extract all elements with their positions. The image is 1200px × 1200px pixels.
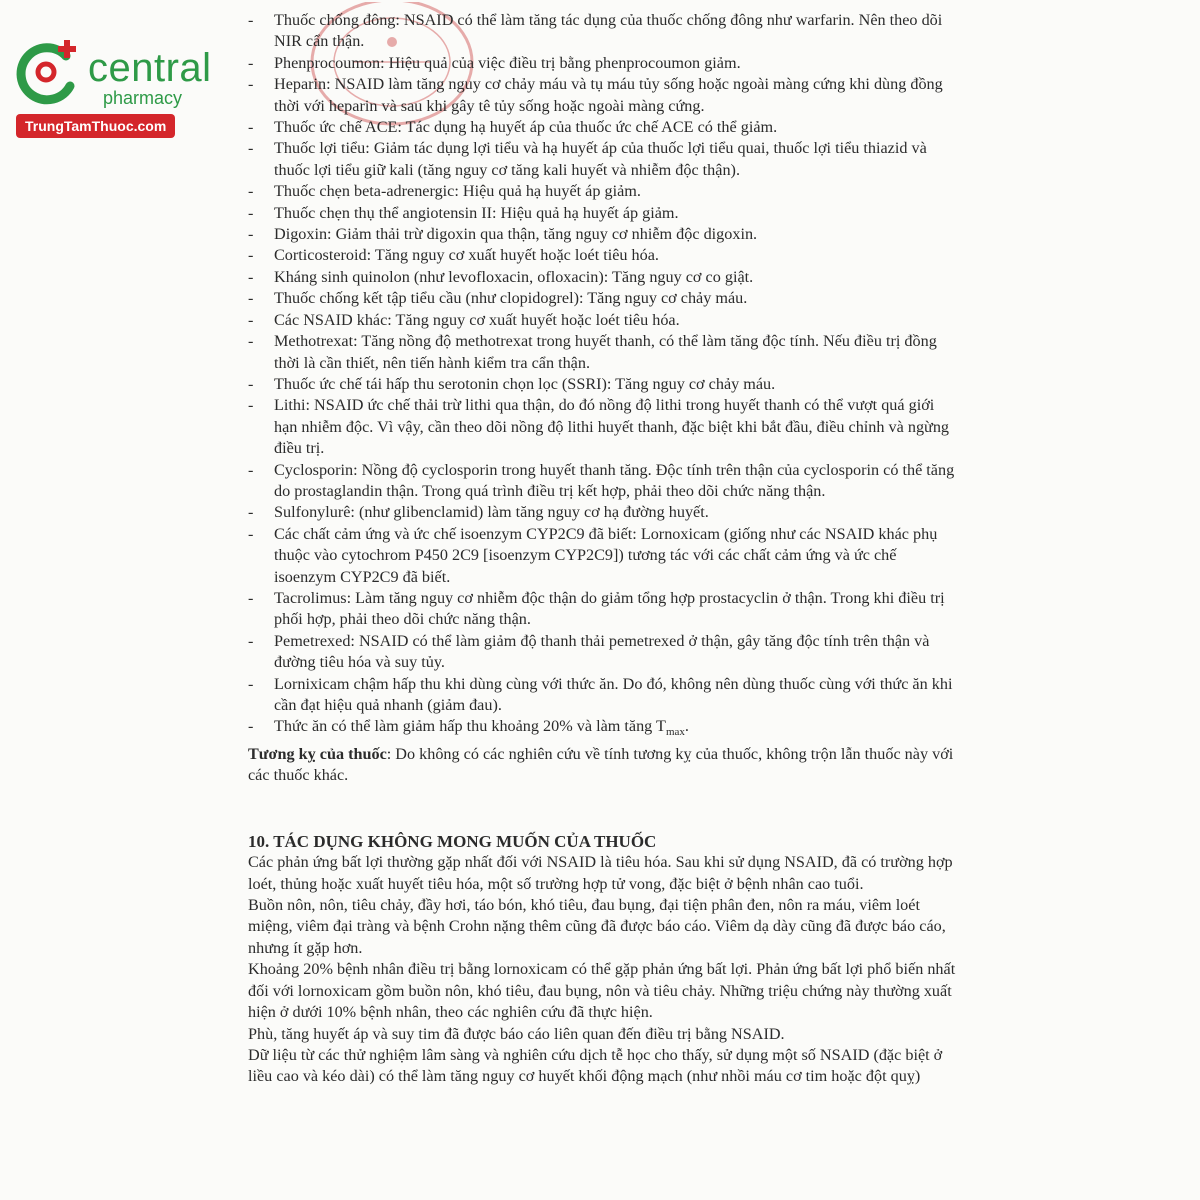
section-gap: [248, 787, 960, 831]
incompatibility-paragraph: Tương kỵ của thuốc: Do không có các nghiên cứu về tính tương kỵ của thuốc, không trộn lẫn thuốc này với các thuốc khác.: [248, 745, 954, 785]
interaction-item: - Digoxin: Giảm thải trừ digoxin qua thận, tăng nguy cơ nhiễm độc digoxin.: [248, 225, 758, 244]
logo-site-badge[interactable]: TrungTamThuoc.com: [16, 114, 175, 138]
interaction-item: - Các chất cảm ứng và ức chế isoenzym CYP2C9 đã biết: Lornoxicam (giống như các NSAID khác phụ thuộc vào cytochrom P450 2C9 [isoenzym CYP2C9]) tương tác với các chất cảm ứng và ức chế isoenzym CYP2C9 đã biết.: [248, 524, 938, 586]
section-10-paragraph: Các phản ứng bất lợi thường gặp nhất đối với NSAID là tiêu hóa. Sau khi sử dụng NSAID, đã có trường hợp loét, thủng hoặc xuất huyết tiêu hóa, một số trường hợp tử vong, đặc biệt ở bệnh nhân cao tuổi.: [248, 853, 953, 893]
food-interaction-item: - Thức ăn có thể làm giảm hấp thu khoảng 20% và làm tăng $T_{max}$.: [248, 717, 689, 739]
interaction-item: - Thuốc chống đông: NSAID có thể làm tăng tác dụng của thuốc chống đông như warfarin. Nên theo dõi NIR cẩn thận.: [248, 11, 943, 51]
interaction-item: - Thuốc lợi tiểu: Giảm tác dụng lợi tiểu và hạ huyết áp của thuốc lợi tiểu quai, thuốc lợi tiểu thiazid và thuốc lợi tiểu giữ kali (tăng nguy cơ tăng kali huyết và nhiễm độc thận).: [248, 139, 927, 179]
incompatibility-label: Tương kỵ của thuốc: [248, 745, 387, 764]
interaction-item: - Kháng sinh quinolon (như levofloxacin, ofloxacin): Tăng nguy cơ co giật.: [248, 267, 754, 286]
interaction-item: - Lornixicam chậm hấp thu khi dùng cùng với thức ăn. Do đó, không nên dùng thuốc cùng với thức ăn khi cần đạt hiệu quả nhanh (giảm đau).: [248, 674, 953, 714]
interaction-item: - Thuốc chẹn thụ thể angiotensin II: Hiệu quả hạ huyết áp giảm.: [248, 203, 679, 222]
section-10-paragraph: Dữ liệu từ các thử nghiệm lâm sàng và nghiên cứu dịch tễ học cho thấy, sử dụng một số NSAID (đặc biệt ở liều cao và kéo dài) có thể làm tăng nguy cơ huyết khối động mạch (như nhồi máu cơ tim hoặc đột quỵ): [248, 1045, 943, 1086]
logo-brand: central: [88, 46, 212, 90]
interaction-item: - Lithi: NSAID ức chế thải trừ lithi qua thận, do đó nồng độ lithi trong huyết thanh có thể vượt quá giới hạn nhiễm độc. Vì vậy, cần theo dõi nồng độ lithi huyết thanh, đặc biệt khi bắt đầu, điều chỉnh và ngừng điều trị.: [248, 396, 950, 458]
interaction-item: - Methotrexat: Tăng nồng độ methotrexat trong huyết thanh, có thể làm tăng độc tính. Nếu điều trị đồng thời là cần thiết, nên tiến hành kiểm tra cẩn thận.: [248, 332, 937, 372]
section-10-heading: 10. TÁC DỤNG KHÔNG MONG MUỐN CỦA THUỐC: [248, 831, 657, 851]
interaction-item: - Pemetrexed: NSAID có thể làm giảm độ thanh thải pemetrexed ở thận, gây tăng độc tính trên thận và đường tiêu hóa và suy tủy.: [248, 631, 930, 672]
interaction-item: - Các NSAID khác: Tăng nguy cơ xuất huyết hoặc loét tiêu hóa.: [248, 310, 680, 329]
section-10-paragraph: Phù, tăng huyết áp và suy tim đã được báo cáo liên quan đến điều trị bằng NSAID.: [248, 1024, 785, 1043]
interaction-item: - Phenprocoumon: Hiệu quả của việc điều trị bằng phenprocoumon giảm.: [248, 53, 741, 72]
interaction-item: - Cyclosporin: Nồng độ cyclosporin trong huyết thanh tăng. Độc tính trên thận của cyclosporin có thể tăng do prostaglandin thận. Trong quá trình điều trị kết hợp, phải theo dõi chức năng thận.: [248, 460, 955, 500]
interaction-item: - Sulfonylurê: (như glibenclamid) làm tăng nguy cơ hạ đường huyết.: [248, 503, 709, 522]
document-body: [248, 10, 960, 1088]
interaction-item: - Corticosteroid: Tăng nguy cơ xuất huyết hoặc loét tiêu hóa.: [248, 246, 659, 265]
interaction-item: - Thuốc chẹn beta-adrenergic: Hiệu quả hạ huyết áp giảm.: [248, 182, 641, 201]
logo-c-cross-icon: [8, 34, 88, 114]
central-pharmacy-logo[interactable]: [8, 34, 223, 144]
interaction-item: - Thuốc ức chế tái hấp thu serotonin chọn lọc (SSRI): Tăng nguy cơ chảy máu.: [248, 374, 776, 393]
interaction-item: - Heparin: NSAID làm tăng nguy cơ chảy máu và tụ máu tủy sống hoặc ngoài màng cứng khi dùng đồng thời với heparin và sau khi gây tê tủy sống hoặc ngoài màng cứng.: [248, 75, 943, 115]
logo-subtitle: pharmacy: [103, 88, 183, 108]
section-10-paragraph: Khoảng 20% bệnh nhân điều trị bằng lornoxicam có thể gặp phản ứng bất lợi. Phản ứng bất lợi phổ biến nhất đối với lornoxicam gồm buồn nôn, khó tiêu, đau bụng, nôn và tiêu chảy. Những triệu chứng này thường xuất hiện ở dưới 10% bệnh nhân, theo các nghiên cứu đã thực hiện.: [248, 960, 956, 1022]
interaction-item: - Tacrolimus: Làm tăng nguy cơ nhiễm độc thận do giảm tổng hợp prostacyclin ở thận. Trong khi điều trị phối hợp, phải theo dõi chức năng thận.: [248, 588, 945, 629]
interaction-item: - Thuốc ức chế ACE: Tác dụng hạ huyết áp của thuốc ức chế ACE có thể giảm.: [248, 118, 778, 137]
interaction-item: - Thuốc chống kết tập tiểu cầu (như clopidogrel): Tăng nguy cơ chảy máu.: [248, 289, 748, 308]
section-10-paragraph: Buồn nôn, nôn, tiêu chảy, đầy hơi, táo bón, khó tiêu, đau bụng, đại tiện phân đen, nôn ra máu, viêm loét miệng, viêm đại tràng và bệnh Crohn nặng thêm cũng đã được báo cáo. Viêm dạ dày cũng đã được báo cáo, nhưng ít gặp hơn.: [248, 896, 946, 957]
